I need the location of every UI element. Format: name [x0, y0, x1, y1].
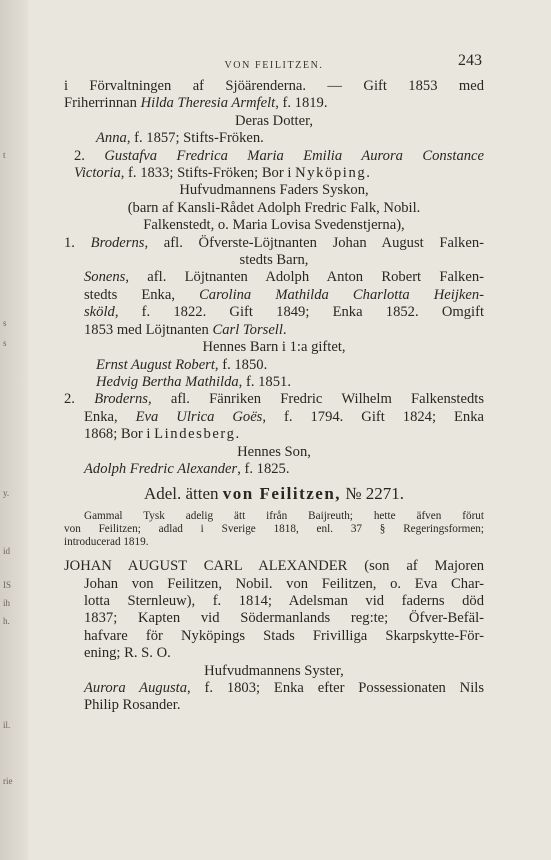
section-title	[64, 484, 484, 504]
text-span: Falkenstedt, o. Maria Lovisa Svedenstjerna),	[143, 217, 405, 234]
text-line	[64, 409, 484, 426]
italic-name: Aurora Augusta	[84, 679, 188, 696]
spaced-place-name: Nyköping	[295, 165, 367, 182]
text-span: stedts Enka,	[84, 286, 200, 303]
text-line	[64, 444, 484, 461]
text-line	[64, 461, 484, 478]
gutter-mark: h.	[3, 616, 10, 626]
text-span: 1853 med Löjtnanten	[84, 321, 213, 338]
text-line	[64, 269, 484, 286]
text-span: 1837; Kapten vid Södermanlands reg:te; Öfver-Befäl-	[84, 610, 484, 627]
italic-name: Carl Torsell	[212, 321, 283, 338]
text-span: 2.	[64, 391, 95, 408]
family-number: № 2271.	[345, 484, 405, 504]
text-span: Enka,	[84, 408, 136, 425]
text-line	[64, 217, 484, 234]
italic-name: Carolina Mathilda Charlotta Heijken-	[199, 286, 484, 303]
italic-name: Broderns	[94, 391, 148, 408]
text-span: 1.	[64, 234, 91, 251]
text-span: , f. 1822. Gift 1849; Enka 1852. Omgift	[114, 304, 484, 321]
text-span: Friherrinnan	[64, 95, 141, 112]
running-head: VON FEILITZEN.	[224, 60, 324, 71]
text-span: , f. 1850.	[214, 356, 268, 373]
section-title-prefix: Adel. ätten	[143, 484, 219, 504]
text-line	[64, 304, 484, 321]
text-line	[64, 426, 484, 443]
text-line	[64, 148, 484, 165]
text-span: JOHAN AUGUST CARL ALEXANDER (son af Majoren	[64, 558, 484, 575]
text-span: Philip Rosander.	[84, 697, 181, 714]
gutter-mark: s	[3, 318, 7, 328]
gutter-mark: id	[3, 546, 11, 556]
family-introduction	[64, 510, 484, 548]
text-line	[64, 697, 484, 714]
text-line	[64, 113, 484, 130]
text-line	[64, 536, 484, 549]
text-span: , f. 1833; Stifts-Fröken; Bor i	[120, 165, 296, 182]
text-line	[64, 252, 484, 269]
text-line	[64, 510, 484, 523]
italic-name: Gustafva Fredrica Maria Emilia Aurora Constance	[104, 147, 485, 164]
italic-name: Hilda Theresia Armfelt	[140, 95, 276, 112]
gutter-mark: il.	[3, 720, 11, 730]
text-line	[64, 165, 484, 182]
text-span: , afl. Fänriken Fredric Wilhelm Falkenstedts	[147, 391, 484, 408]
text-line	[64, 235, 484, 252]
genealogy-entries-top	[64, 78, 484, 478]
gutter-mark: t	[3, 150, 6, 160]
spaced-place-name: Lindesberg	[154, 426, 236, 443]
italic-name: Victoria	[74, 165, 121, 182]
italic-name: Sonens	[84, 269, 126, 286]
text-span: introducerad 1819.	[64, 535, 149, 548]
text-span: hafvare för Nyköpings Stads Frivilliga Skarpskytte-För-	[84, 627, 484, 644]
gutter-mark: IS	[3, 580, 12, 590]
text-span: 2.	[74, 147, 105, 164]
text-span: , f. 1794. Gift 1824; Enka	[262, 408, 484, 425]
text-span: , f. 1803; Enka efter Possessionaten Nils	[187, 679, 484, 696]
italic-name: Hedvig Bertha Mathilda	[96, 373, 239, 390]
text-span: Hufvudmannens Syster,	[204, 662, 344, 679]
text-span: .	[282, 321, 287, 338]
text-line	[64, 680, 484, 697]
text-line	[64, 357, 484, 374]
italic-name: Broderns	[90, 234, 145, 251]
text-span: , afl. Öfverste-Löjtnanten Johan August Falken-	[144, 234, 484, 251]
text-span: , afl. Löjtnanten Adolph Anton Robert Falken-	[125, 269, 484, 286]
text-line	[64, 576, 484, 593]
text-span: Hennes Barn i 1:a giftet,	[202, 339, 346, 356]
text-span: .	[366, 165, 370, 182]
text-span: , f. 1819.	[275, 95, 328, 112]
gutter-mark: s	[3, 338, 7, 348]
text-line	[64, 78, 484, 95]
page-header	[64, 50, 484, 74]
text-span: .	[235, 426, 240, 443]
italic-name: Ernst August Robert	[96, 356, 215, 373]
text-span: i Förvaltningen af Sjöärenderna. — Gift 1853 med	[64, 78, 484, 94]
text-span: Deras Dotter,	[234, 112, 314, 129]
page-number: 243	[458, 52, 482, 69]
text-line	[64, 95, 484, 112]
text-span: , f. 1851.	[238, 373, 291, 390]
gutter-mark: y.	[3, 488, 10, 498]
text-span: Johan von Feilitzen, Nobil. von Feilitzen, o. Eva Char-	[84, 575, 484, 592]
text-line	[64, 391, 484, 408]
italic-name: Anna	[96, 130, 127, 147]
text-span: von Feilitzen; adlad i Sverige 1818, enl. 37 § Regeringsformen;	[64, 522, 484, 535]
text-line	[64, 182, 484, 199]
text-line	[64, 339, 484, 356]
text-span: Hennes Son,	[237, 443, 311, 460]
text-line	[64, 200, 484, 217]
book-page	[64, 50, 484, 715]
italic-name: Adolph Fredric Alexander	[84, 460, 238, 477]
text-span: (barn af Kansli-Rådet Adolph Fredric Falk, Nobil.	[127, 199, 421, 216]
gutter-mark: ih	[3, 598, 11, 608]
text-span: 1868; Bor i	[84, 426, 155, 443]
text-line	[64, 322, 484, 339]
genealogy-entries-bottom	[64, 558, 484, 715]
text-span: stedts Barn,	[239, 252, 309, 269]
text-line	[64, 130, 484, 147]
italic-name: sköld	[84, 304, 115, 321]
gutter-mark: rie	[3, 776, 13, 786]
text-span: Hufvudmannens Faders Syskon,	[179, 182, 369, 199]
text-line	[64, 374, 484, 391]
text-line	[64, 287, 484, 304]
family-name: von Feilitzen,	[222, 484, 342, 504]
text-line	[64, 523, 484, 536]
text-line	[64, 558, 484, 575]
text-line	[64, 628, 484, 645]
text-span: Gammal Tysk adelig ätt ifrån Baijreuth; hette äfven förut	[84, 510, 484, 523]
text-span: , f. 1857; Stifts-Fröken.	[126, 130, 264, 147]
book-gutter	[0, 0, 28, 860]
text-span: lotta Sternleuw), f. 1814; Adelsman vid faderns död	[84, 592, 484, 609]
text-span: , f. 1825.	[237, 460, 290, 477]
italic-name: Eva Ulrica Goës	[135, 408, 263, 425]
text-line	[64, 593, 484, 610]
text-line	[64, 610, 484, 627]
text-span: ening; R. S. O.	[84, 645, 171, 662]
text-line	[64, 663, 484, 680]
text-line	[64, 645, 484, 662]
